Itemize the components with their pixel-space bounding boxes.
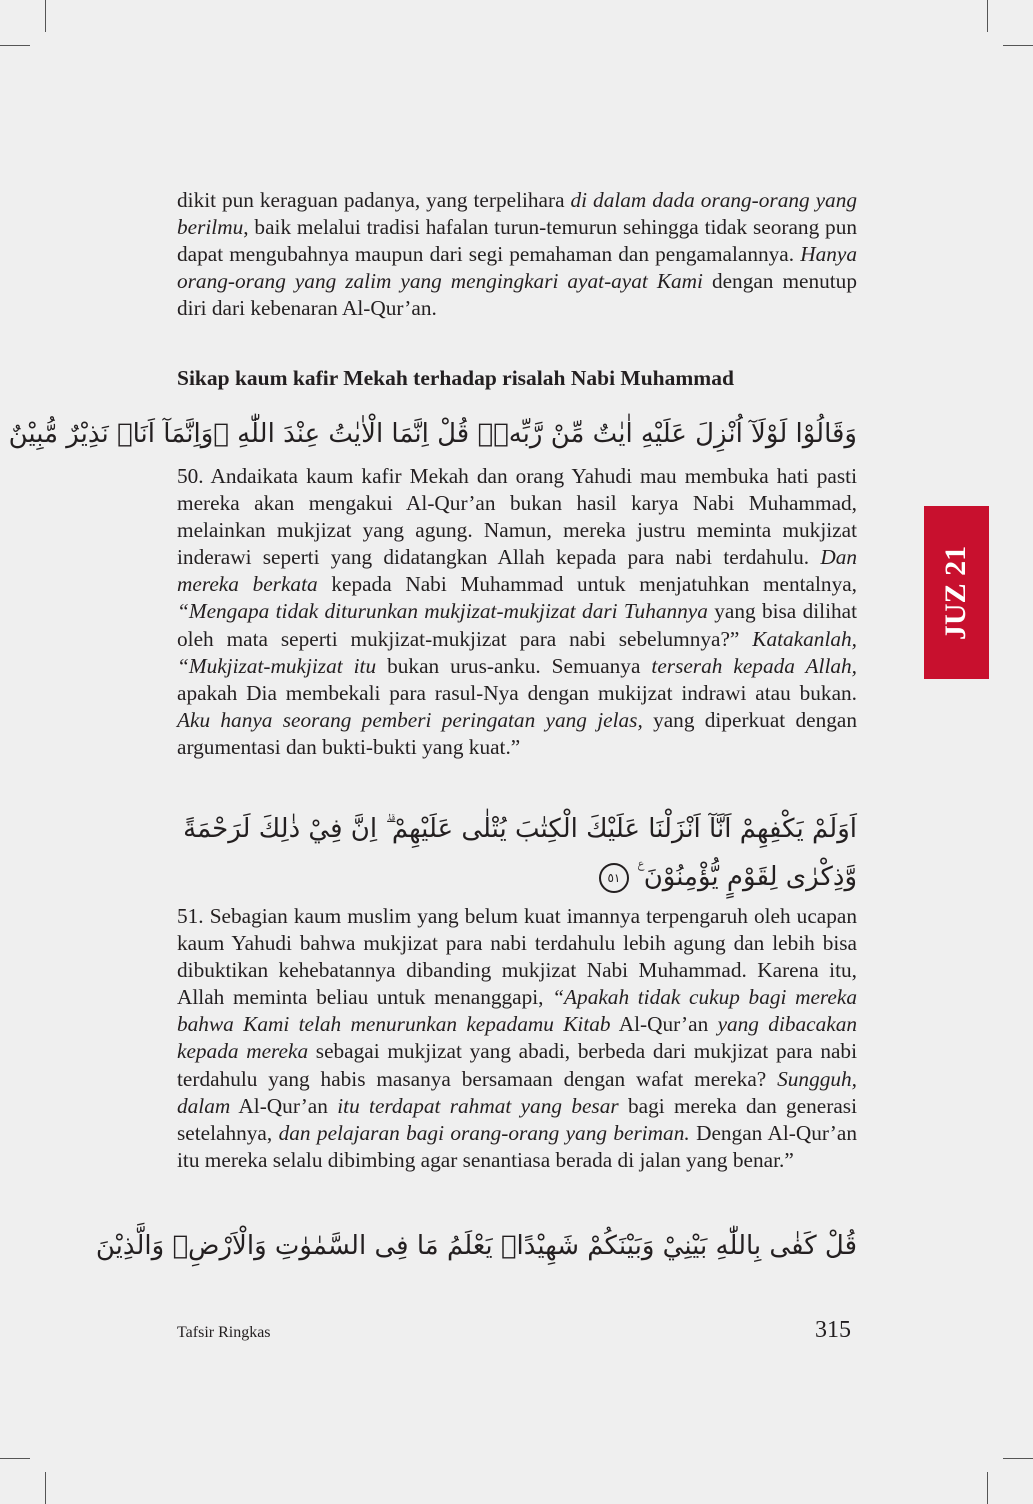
text-run-italic: Dan mereka berkata (177, 545, 857, 597)
text-run: dikit pun keraguan padanya, yang terpelihara (177, 188, 571, 212)
text-run-italic: Sungguh, dalam (177, 1066, 857, 1118)
text-run: Dengan Al-Qur’an itu mereka selalu dibimbing agar senantiasa berada di jalan yang benar.” (177, 1120, 857, 1172)
text-run-italic: yang dibacakan kepada mereka (177, 1012, 858, 1064)
text-run-italic: “Mengapa tidak diturunkan mukjizat-mukjizat dari Tuhannya (177, 599, 708, 624)
text-run-italic: itu terdapat rahmat yang besar (337, 1093, 619, 1118)
text-run: apakah Dia membekali para rasul-Nya dengan mukijzat indrawi atau bukan. (177, 680, 857, 705)
text-run-italic: di dalam dada orang-orang yang berilmu (177, 188, 858, 240)
crop-mark (45, 0, 46, 32)
verse-51-tafsir (177, 903, 857, 1174)
intro-paragraph (177, 187, 857, 322)
text-run: Al-Qur’an (230, 1093, 338, 1118)
text-run: dengan menutup diri dari kebenaran Al-Qur’an. (177, 269, 857, 321)
text-run-italic: Hanya orang-orang yang zalim yang mengingkari ayat-ayat Kami (177, 242, 857, 294)
text-run: bukan urus-anku. Semuanya (376, 653, 652, 678)
verse-50-tafsir (177, 463, 857, 761)
text-run-italic: “Apakah tidak cukup bagi mereka bahwa Kami telah menurunkan kepadamu Kitab (177, 985, 857, 1037)
juz-tab (924, 506, 989, 679)
crop-mark (987, 0, 988, 32)
text-run-italic: dan pelajaran bagi orang-orang yang beriman. (278, 1120, 690, 1145)
text-run-italic: terserah kepada Allah, (651, 653, 857, 678)
arabic-text: وَقَالُوْا لَوْلَآ اُنْزِلَ عَلَيْهِ اٰيٰتٌ مِّنْ رَّبِّهٖۗ قُلْ اِنَّمَا الْاٰيٰتُ عِنْدَ اللّٰهِ ۗوَاِنَّمَآ اَنَا۠ نَذِيْرٌ مُّبِيْنٌ (8, 419, 857, 449)
crop-mark (45, 1472, 46, 1504)
text-run: yang diperkuat dengan argumentasi dan bukti-bukti yang kuat.” (177, 707, 858, 759)
arabic-line: قُلْ كَفٰى بِاللّٰهِ بَيْنِيْ وَبَيْنَكُمْ شَهِيْدًاۚ يَعْلَمُ مَا فِى السَّمٰوٰتِ وَالْاَرْضِۗ وَالَّذِيْنَ (95, 1231, 857, 1261)
text-run: , baik melalui tradisi hafalan turun-temurun sehingga tidak seorang pun dapat mengubahnya maupun dari segi pemahaman dan pengamalannya. (177, 215, 857, 267)
book-title: Tafsir Ringkas (177, 1324, 271, 1341)
verse-52-arabic (95, 1222, 857, 1270)
crop-mark (1003, 45, 1033, 46)
text-run: 50. Andaikata kaum kafir Mekah dan orang Yahudi mau membuka hati pasti mereka akan mengakui Al-Qur’an bukan hasil karya Nabi Muhammad, melainkan mukjizat yang agung. Namun, mereka justru meminta mukjizat inderawi seperti yang didatangkan Allah kepada para nabi terdahulu. (177, 464, 857, 570)
verse-51-arabic (177, 805, 857, 901)
arabic-line: وَّذِكْرٰى لِقَوْمٍ يُّؤْمِنُوْنَ ࣖ (637, 862, 857, 892)
crop-mark (987, 1472, 988, 1504)
page-number: 315 (815, 1317, 851, 1343)
juz-label: JUZ 21 (939, 545, 973, 640)
text-run-italic: Aku hanya seorang pemberi peringatan yang jelas, (177, 707, 643, 732)
section-heading: Sikap kaum kafir Mekah terhadap risalah Nabi Muhammad (177, 366, 734, 390)
crop-mark (0, 1458, 30, 1459)
text-run: kepada Nabi Muhammad untuk menjatuhkan mentalnya, (317, 572, 857, 597)
arabic-line: اَوَلَمْ يَكْفِهِمْ اَنَّآ اَنْزَلْنَا عَلَيْكَ الْكِتٰبَ يُتْلٰى عَلَيْهِمْ ۗ اِنَّ فِيْ ذٰلِكَ لَرَحْمَةً (183, 814, 857, 844)
verse-50-arabic (8, 410, 857, 458)
text-run: 51. Sebagian kaum muslim yang belum kuat imannya terpengaruh oleh ucapan kaum Yahudi bahwa mukjizat para nabi terdahulu lebih agung dan lebih bisa dibuktikan kehebatannya dibanding mukjizat Nabi Muhammad. Karena itu, Allah meminta beliau untuk menanggapi, (177, 904, 857, 1010)
text-run: sebagai mukjizat yang abadi, berbeda dari mukjizat para nabi terdahulu yang habis masanya bersamaan dengan wafat mereka? (177, 1039, 857, 1091)
crop-mark (0, 45, 30, 46)
ayah-number-marker: ٥١ (599, 863, 629, 893)
text-run-italic: Katakanlah, “Mukjizat-mukjizat itu (177, 626, 857, 678)
crop-mark (1003, 1458, 1033, 1459)
text-run: Al-Qur’an (610, 1012, 718, 1037)
text-run: yang bisa dilihat oleh mata seperti mukjizat-mukjizat para nabi sebelumnya?” (177, 599, 857, 651)
text-run: bagi mereka dan generasi setelahnya, (177, 1093, 858, 1145)
